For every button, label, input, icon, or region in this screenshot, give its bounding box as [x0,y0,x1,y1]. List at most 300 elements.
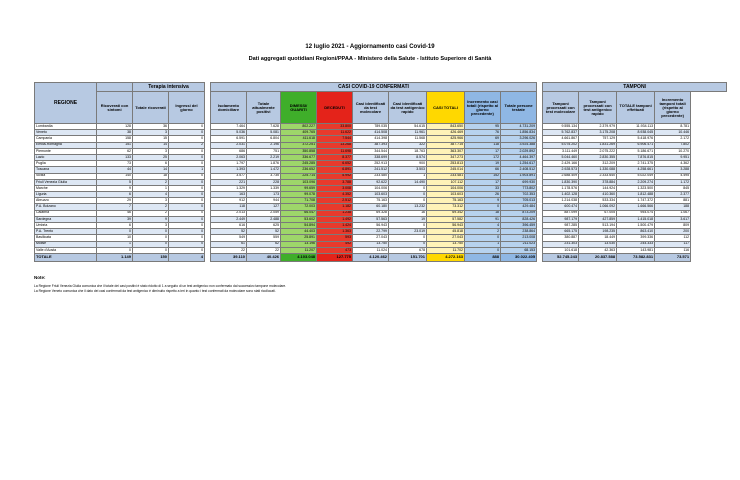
value-cell: 1.472 [247,167,281,173]
value-cell: 2.063 [211,154,247,160]
value-cell: 73.582.831 [617,253,655,261]
value-cell: 4.495 [655,173,691,179]
region-name-cell: Basilicata [35,235,97,241]
value-cell: 10.446 [655,130,691,136]
col-header-incremento-tamponi: Incremento tamponi totali (rispetto al giorno precedente) [655,92,691,124]
value-cell: 686 [211,148,247,154]
value-cell: 429.484 [501,204,537,210]
region-name-cell: Puglia [35,161,97,167]
value-cell: 245.014 [427,167,465,173]
value-cell: 1.492 [317,216,353,222]
value-cell: 57.582 [427,216,465,222]
value-cell: 0 [169,216,205,222]
value-cell: 11.961 [389,130,427,136]
value-cell: 5.081 [247,130,281,136]
value-cell: 52 [211,229,247,235]
value-cell: 2 [465,229,501,235]
value-cell: 66.047 [281,210,317,216]
value-cell: 10 [97,235,133,241]
value-cell: 2.059 [247,210,281,216]
col-header-test-molecolare: Casi identificati da test molecolare [353,92,389,124]
value-cell: 3.111.449 [543,148,579,154]
value-cell: 56.943 [427,223,465,229]
region-name-cell: Calabria [35,210,97,216]
col-header-totale-tamponi: TOTALE tamponi effettuati [617,92,655,124]
col-header-test-antigenico: Casi identificati da test antigenico rapido [389,92,427,124]
value-cell: 3.735 [247,173,281,179]
value-cell: 45.818 [427,229,465,235]
value-cell: 152 [465,173,501,179]
value-cell: 140 [97,173,133,179]
value-cell: 16 [389,210,427,216]
value-cell: 236.652 [281,167,317,173]
region-name-cell: Abruzzo [35,198,97,204]
value-cell: 473 [317,247,353,253]
value-cell: 11.568 [389,136,427,142]
value-cell: 900 [389,161,427,167]
value-cell: 881 [655,198,691,204]
value-cell: 18 [465,210,501,216]
value-cell: 1 [389,173,427,179]
value-cell: 69.328 [353,210,389,216]
value-cell: 0 [389,223,427,229]
value-cell: 117 [655,241,691,247]
value-cell: 1.363 [317,229,353,235]
col-header-regione: REGIONE [35,83,97,124]
value-cell: 99.659 [281,185,317,191]
value-cell: 151 [97,142,133,148]
value-cell: 39.110 [211,253,247,261]
value-cell: 22.799 [353,229,389,235]
value-cell: 11.934.113 [617,124,655,130]
value-cell: 233.481 [427,173,465,179]
value-cell: 73.571 [655,253,691,261]
value-cell: 1.238 [317,210,353,216]
value-cell: 103.096 [281,179,317,185]
value-cell: 30.022.405 [501,253,537,261]
value-cell: 944 [247,198,281,204]
value-cell: 0 [169,179,205,185]
value-cell: 0 [389,192,427,198]
region-name-cell: Liguria [35,192,97,198]
value-cell: 411.618 [281,136,317,142]
value-cell: 18.763 [389,148,427,154]
value-cell: 0 [169,223,205,229]
region-name-cell: Lazio [35,154,97,160]
value-cell: 53.602 [281,216,317,222]
value-cell: 27.043 [353,235,389,241]
value-cell: 62 [97,148,133,154]
value-cell: 2.219 [247,154,281,160]
value-cell: 244.333 [617,241,655,247]
value-cell: 9 [133,216,169,222]
col-header-persone-testate: Totale persone testate [501,92,537,124]
value-cell: 10.270 [655,148,691,154]
page-title: 12 luglio 2021 - Aggiornamento casi Covid-19 [305,44,435,50]
value-cell: 3.788 [317,179,353,185]
value-cell: 112 [655,235,691,241]
value-cell: 17 [465,148,501,154]
value-cell: 2.449 [211,216,247,222]
value-cell: 3.503 [389,167,427,173]
col-header-tamponi-antigenico: Tamponi processati con test antigenico rapido [579,92,617,124]
note-line: La Regione Veneto comunica che il dato dei casi confermati da test antigenico è diminuito rispetto a ieri in quanto i test confermati da molecolare sono stati ricollocati. [34,288,276,293]
value-cell: 18 [133,173,169,179]
col-header-tamponi-molecolare: Tamponi processati con test molecolare [543,92,579,124]
col-header-ricoverati: Ricoverati con sintomi [97,92,133,124]
value-cell: 75.163 [427,198,465,204]
value-cell: 52 [247,229,281,235]
value-cell: 15 [133,136,169,142]
group-header-tamponi: TAMPONI [543,83,727,92]
value-cell: 593 [317,235,353,241]
value-cell: 1.856.834 [501,130,537,136]
value-cell: 0 [169,241,205,247]
col-header-deceduti: DECEDUTI [317,92,353,124]
value-cell: 151.701 [389,253,427,261]
col-header-isolamento: Isolamento domiciliare [211,92,247,124]
value-cell: 0 [169,124,205,130]
value-cell: 5.418.976 [617,136,655,142]
value-cell: 252.913 [353,161,389,167]
value-cell: 150 [133,253,169,261]
value-cell: 36 [133,124,169,130]
value-cell: 188 [655,204,691,210]
value-cell: 2.031 [211,142,247,148]
value-cell: 863.410 [617,229,655,235]
value-cell: 1.329 [211,185,247,191]
value-cell: 5.044.460 [543,154,579,160]
value-cell: 4.258.661 [617,167,655,173]
value-cell: 163 [211,192,247,198]
value-cell: 533.334 [579,198,617,204]
value-cell: 211.023 [501,241,537,247]
value-cell: 6.891 [317,167,353,173]
group-header-casi-confermati: CASI COVID-19 CONFERMATI [211,83,537,92]
value-cell: 14.490 [389,179,427,185]
value-cell: 843.650 [427,124,465,130]
value-cell: 702.353 [501,192,537,198]
value-cell: 0 [169,247,205,253]
value-cell: 387.393 [353,142,389,148]
value-cell: 52.745.243 [543,253,579,261]
value-cell: 6.652 [317,161,353,167]
value-cell: 5 [97,179,133,185]
value-cell: 8.781 [655,124,691,130]
value-cell: 25.891 [281,235,317,241]
value-cell: 2.075.222 [579,148,617,154]
value-cell: 0 [133,247,169,253]
value-cell: 198.235 [579,229,617,235]
value-cell: 2 [133,210,169,216]
value-cell: 347.273 [427,154,465,160]
value-cell: 887.099 [543,210,579,216]
region-name-cell: Campania [35,136,97,142]
value-cell: 19 [389,216,427,222]
value-cell: 5.186.671 [617,148,655,154]
value-cell: 2.408.512 [501,167,537,173]
value-cell: 73.312 [427,204,465,210]
value-cell: 0 [133,235,169,241]
value-cell: 1.831.269 [579,142,617,148]
value-cell: 616 [211,223,247,229]
value-cell: 559 [247,235,281,241]
value-cell: 245.285 [281,161,317,167]
value-cell: 22 [247,247,281,253]
region-name-cell: Toscana [35,167,97,173]
value-cell: 20.837.588 [579,253,617,261]
value-cell: 789.035 [353,124,389,130]
value-cell: 625 [247,223,281,229]
value-cell: 73 [97,161,133,167]
value-cell: 25 [133,154,169,160]
value-cell: 39 [97,216,133,222]
value-cell: 1.797 [211,161,247,167]
value-cell: 54.894 [281,223,317,229]
value-cell: 2.209.274 [617,179,655,185]
value-cell: 4.103.048 [281,253,317,261]
value-cell: 13.232 [389,204,427,210]
value-cell: 27.043 [427,235,465,241]
value-cell: 1.149 [97,253,133,261]
value-cell: 75.163 [353,198,389,204]
region-name-cell: Sicilia [35,173,97,179]
value-cell: 987.179 [543,216,579,222]
value-cell: 1.066.092 [579,204,617,210]
value-cell: 17 [465,179,501,185]
value-cell: 19 [465,161,501,167]
value-cell: 13.750 [353,241,389,247]
value-cell: 2.333.640 [579,173,617,179]
value-cell: 127.775 [317,253,353,261]
value-cell: 409.765 [281,130,317,136]
region-name-cell: Emilia-Romagna [35,142,97,148]
value-cell: 387.715 [427,142,465,148]
value-cell: 13.268 [317,142,353,148]
value-cell: 0 [169,154,205,160]
value-cell: 809 [655,223,691,229]
value-cell: 0 [169,161,205,167]
value-cell: 3.577 [211,173,247,179]
value-cell: 11.702 [427,247,465,253]
value-cell: 1.747.372 [617,198,655,204]
value-cell: 3 [133,130,169,136]
value-cell: 1.182 [317,204,353,210]
value-cell: 5.036 [211,130,247,136]
value-cell: 6.804 [247,136,281,142]
value-cell: 0 [389,185,427,191]
region-name-cell: Molise [35,241,97,247]
value-cell: 69 [465,136,501,142]
value-cell: 9 [465,198,501,204]
notes-section [34,275,694,293]
value-cell: 4.731.209 [501,124,537,130]
value-cell: 2.196 [247,142,281,148]
region-name-cell: P.A. Bolzano [35,204,97,210]
value-cell: 221 [211,179,247,185]
value-cell: 0 [133,241,169,247]
value-cell: 3 [133,148,169,154]
value-cell: 0 [169,148,205,154]
value-cell: 4.120.462 [353,253,389,261]
totals-row [35,253,727,261]
value-cell: 828.426 [501,216,537,222]
value-cell: 425.966 [427,136,465,142]
value-cell: 128 [97,124,133,130]
value-cell: 22 [211,247,247,253]
value-cell: 11.698 [317,148,353,154]
value-cell: 0 [389,198,427,204]
value-cell: 46 [97,210,133,216]
value-cell: 4 [169,253,205,261]
value-cell: 9.555.134 [543,124,579,130]
col-header-ingressi: Ingressi del giorno [169,92,205,124]
value-cell: 987.285 [543,223,579,229]
region-name-cell: Piemonte [35,148,97,154]
region-name-cell: Lombardia [35,124,97,130]
value-cell: 3.008 [317,185,353,191]
value-cell: 71.708 [281,198,317,204]
value-cell: 0 [465,204,501,210]
region-name-cell: TOTALE [35,253,97,261]
value-cell: 2.741.375 [617,161,655,167]
value-cell: 0 [465,247,501,253]
value-cell: 7.628 [247,124,281,130]
value-cell: 7.802 [655,142,691,148]
value-cell: 172 [465,154,501,160]
value-cell: 8.938.045 [617,130,655,136]
notes-title: Note: [34,275,46,280]
value-cell: 1 [169,167,205,173]
value-cell: 4.272.163 [427,253,465,261]
value-cell: 42.363 [579,247,617,253]
value-cell: 0 [97,229,133,235]
value-cell: 14 [133,167,169,173]
value-cell: 845 [655,185,691,191]
value-cell: 336.677 [281,154,317,160]
value-cell: 802.227 [281,124,317,130]
value-cell: 1.876 [247,161,281,167]
value-cell: 396.459 [501,223,537,229]
value-cell: 44.403 [281,229,317,235]
value-cell: 1.393 [211,167,247,173]
value-cell: 2.830.355 [579,154,617,160]
value-cell: 0 [169,192,205,198]
value-cell: 38 [97,130,133,136]
value-cell: 29 [97,198,133,204]
value-cell: 678 [389,247,427,253]
value-cell: 0 [169,204,205,210]
value-cell: 6 [133,161,169,167]
value-cell: 69.342 [427,210,465,216]
value-cell: 2.688.409 [543,173,579,179]
region-name-cell: Veneto [35,130,97,136]
value-cell: 228 [247,179,281,185]
value-cell: 5.022.049 [617,173,655,179]
value-cell: 0 [169,229,205,235]
value-cell: 2.512 [317,198,353,204]
value-cell: 1.415.018 [617,216,655,222]
value-cell: 492 [317,241,353,247]
value-cell: 40.426 [247,253,281,261]
value-cell: 0 [465,235,501,241]
value-cell: 99.078 [281,192,317,198]
value-cell: 92.622 [353,179,389,185]
value-cell: 241.512 [353,167,389,173]
value-cell: 62 [247,241,281,247]
region-name-cell: Friuli Venezia Giulia [35,179,97,185]
col-header-incremento-casi: Incremento casi totali (rispetto al giorno precedente) [465,92,501,124]
value-cell: 11.207 [281,247,317,253]
value-cell: 8.377 [317,154,353,160]
value-cell: 2.172 [655,136,691,142]
value-cell: 3 [133,223,169,229]
value-cell: 3.288 [655,167,691,173]
value-cell: 363.307 [427,148,465,154]
value-cell: 1.339 [247,185,281,191]
value-cell: 427.859 [579,216,617,222]
value-cell: 26 [465,192,501,198]
value-cell: 101.618 [543,247,579,253]
value-cell: 56.943 [353,223,389,229]
value-cell: 380.887 [543,235,579,241]
value-cell: 0 [133,229,169,235]
value-cell: 67.005 [579,210,617,216]
value-cell: 0 [169,173,205,179]
value-cell: 3.296.026 [501,136,537,142]
value-cell: 1.178.576 [543,185,579,191]
col-header-casi-totali: CASI TOTALI [427,92,465,124]
value-cell: 4 [133,192,169,198]
value-cell: 1.903.891 [501,173,537,179]
value-cell: 757.129 [579,136,617,142]
value-cell: 0 [169,210,205,216]
value-cell: 54.615 [389,124,427,130]
value-cell: 68.153 [501,247,537,253]
value-cell: 104.006 [353,185,389,191]
region-name-cell: Sardegna [35,216,97,222]
value-cell: 0 [169,235,205,241]
value-cell: 200 [655,229,691,235]
value-cell: 4.362 [655,161,691,167]
value-cell: 61 [211,241,247,247]
region-name-cell: P.A. Trento [35,229,97,235]
value-cell: 0 [97,247,133,253]
value-cell: 118 [465,142,501,148]
value-cell: 705.013 [501,198,537,204]
value-cell: 1.424 [317,223,353,229]
value-cell: 399.336 [617,235,655,241]
value-cell: 0 [389,235,427,241]
page-subtitle: Dati aggregati quotidiani Regioni/PPAA - Ministero della Salute - Istituto Superiore di Sanità [248,56,492,62]
value-cell: 13.196 [281,241,317,247]
value-cell: 0 [389,241,427,247]
value-cell: 3.617 [655,216,691,222]
value-cell: 238.864 [501,229,537,235]
value-cell: 1 [133,185,169,191]
value-cell: 143.981 [617,247,655,253]
value-cell: 1.666.566 [617,204,655,210]
value-cell: 0 [169,130,205,136]
value-cell: 103.603 [353,192,389,198]
value-cell: 133 [97,154,133,160]
value-cell: 231.303 [543,241,579,247]
value-cell: 11.024 [353,247,389,253]
value-cell: 378.884 [579,179,617,185]
value-cell: 7 [97,204,133,210]
value-cell: 118 [211,204,247,210]
value-cell: 6 [97,192,133,198]
